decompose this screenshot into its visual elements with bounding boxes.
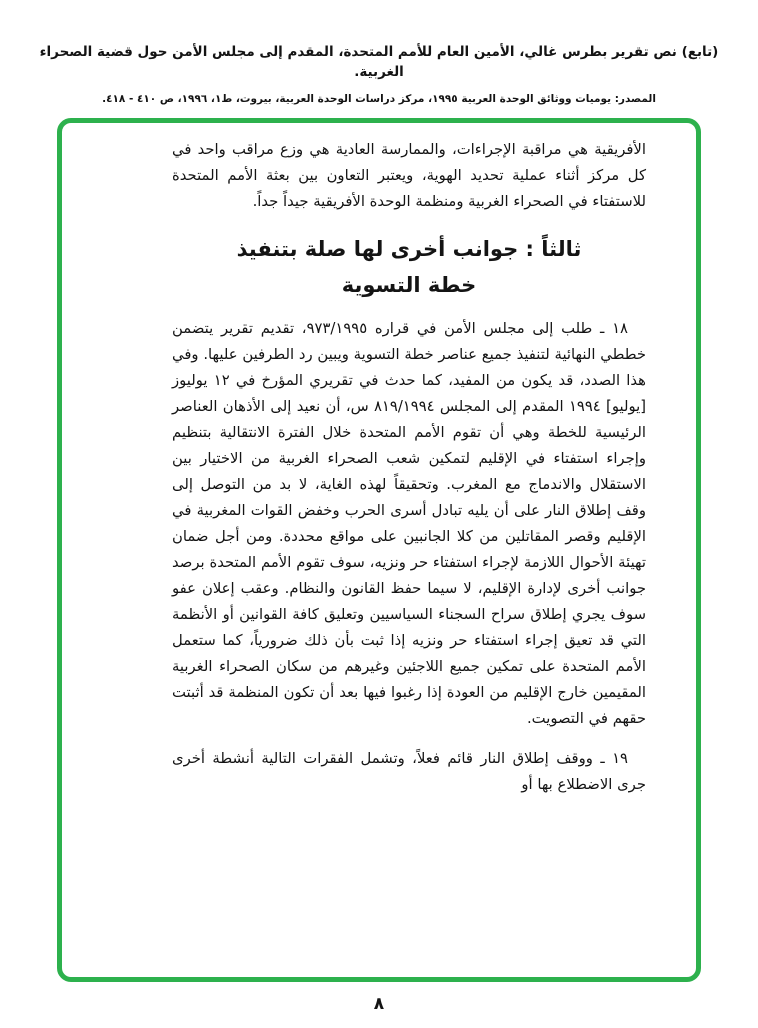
content-frame: [57, 118, 701, 982]
page-number: ٨: [373, 994, 385, 1014]
header-source: المصدر: يوميات ووثائق الوحدة العربية ١٩٩٥، مركز دراسات الوحدة العربية، بيروت، ط١، ١٩٩٦، ص ٤١٠ - ٤١٨.: [102, 92, 656, 105]
paragraph-18: ١٨ ـ طلب إلى مجلس الأمن في قراره ٩٧٣/١٩٩٥، تقديم تقرير يتضمن خططي النهائية لتنفيذ جميع عناصر خطة التسوية ويبين رد الطرفين عليها. وفي هذا الصدد، قد يكون من المفيد، كما حدث في تقريري المؤرخ في ١٢ يوليوز [يوليو] ١٩٩٤ المقدم إلى المجلس ٨١٩/١٩٩٤ س، أن نعيد إلى الأذهان العناصر الرئيسية للخطة وهي أن تقوم الأمم المتحدة خلال الفترة الانتقالية بتنظيم وإجراء استفتاء في الإقليم لتمكين شعب الصحراء الغربية من الاختيار بين الاستقلال والاندماج مع المغرب. وتحقيقاً لهذه الغاية، لا بد من التوصل إلى وقف إطلاق النار على أن يليه تبادل أسرى الحرب وخفض القوات المغربية في الإقليم وقصر المقاتلين من كلا الجانبين على مواقع محددة. ومن أجل ضمان تهيئة الأحوال اللازمة لإجراء استفتاء حر ونزيه، سوف تقوم الأمم المتحدة برصد جوانب أخرى لإدارة الإقليم، لا سيما حفظ القانون والنظام. وعقب إعلان عفو سوف يجري إطلاق سراح السجناء السياسيين وتعليق كافة القوانين أو الأنظمة التي قد تعيق إجراء استفتاء حر ونزيه إذا ثبت بأن ذلك ضرورياً، كما ستعمل الأمم المتحدة على تمكين جميع اللاجئين وغيرهم من سكان الصحراء الغربية المقيمين خارج الإقليم من العودة إذا رغبوا فيها بعد أن تكون المنظمة قد أثبتت حقهم في التصويت.: [172, 320, 646, 727]
intro-paragraph: الأفريقية هي مراقبة الإجراءات، والممارسة العادية هي وزع مراقب واحد في كل مركز أثناء عملية تحديد الهوية، ويعتبر التعاون بين بعثة الأمم المتحدة للاستفتاء في الصحراء الغربية ومنظمة الوحدة الأفريقية جيداً جداً.: [172, 141, 646, 210]
paragraph-19: ١٩ ـ ووقف إطلاق النار قائم فعلاً، وتشمل الفقرات التالية أنشطة أخرى جرى الاضطلاع بها أو: [172, 750, 646, 793]
section-heading-line1: ثالثاً : جوانب أخرى لها صلة بتنفيذ: [236, 237, 582, 261]
document-header: [30, 42, 728, 106]
header-title: (تابع) نص تقرير بطرس غالي، الأمين العام للأمم المتحدة، المقدم إلى مجلس الأمن حول قضية الصحراء الغربية.: [39, 44, 719, 81]
text-column: [172, 137, 646, 798]
section-heading: [172, 231, 646, 303]
section-heading-line2: خطة التسوية: [341, 273, 477, 297]
